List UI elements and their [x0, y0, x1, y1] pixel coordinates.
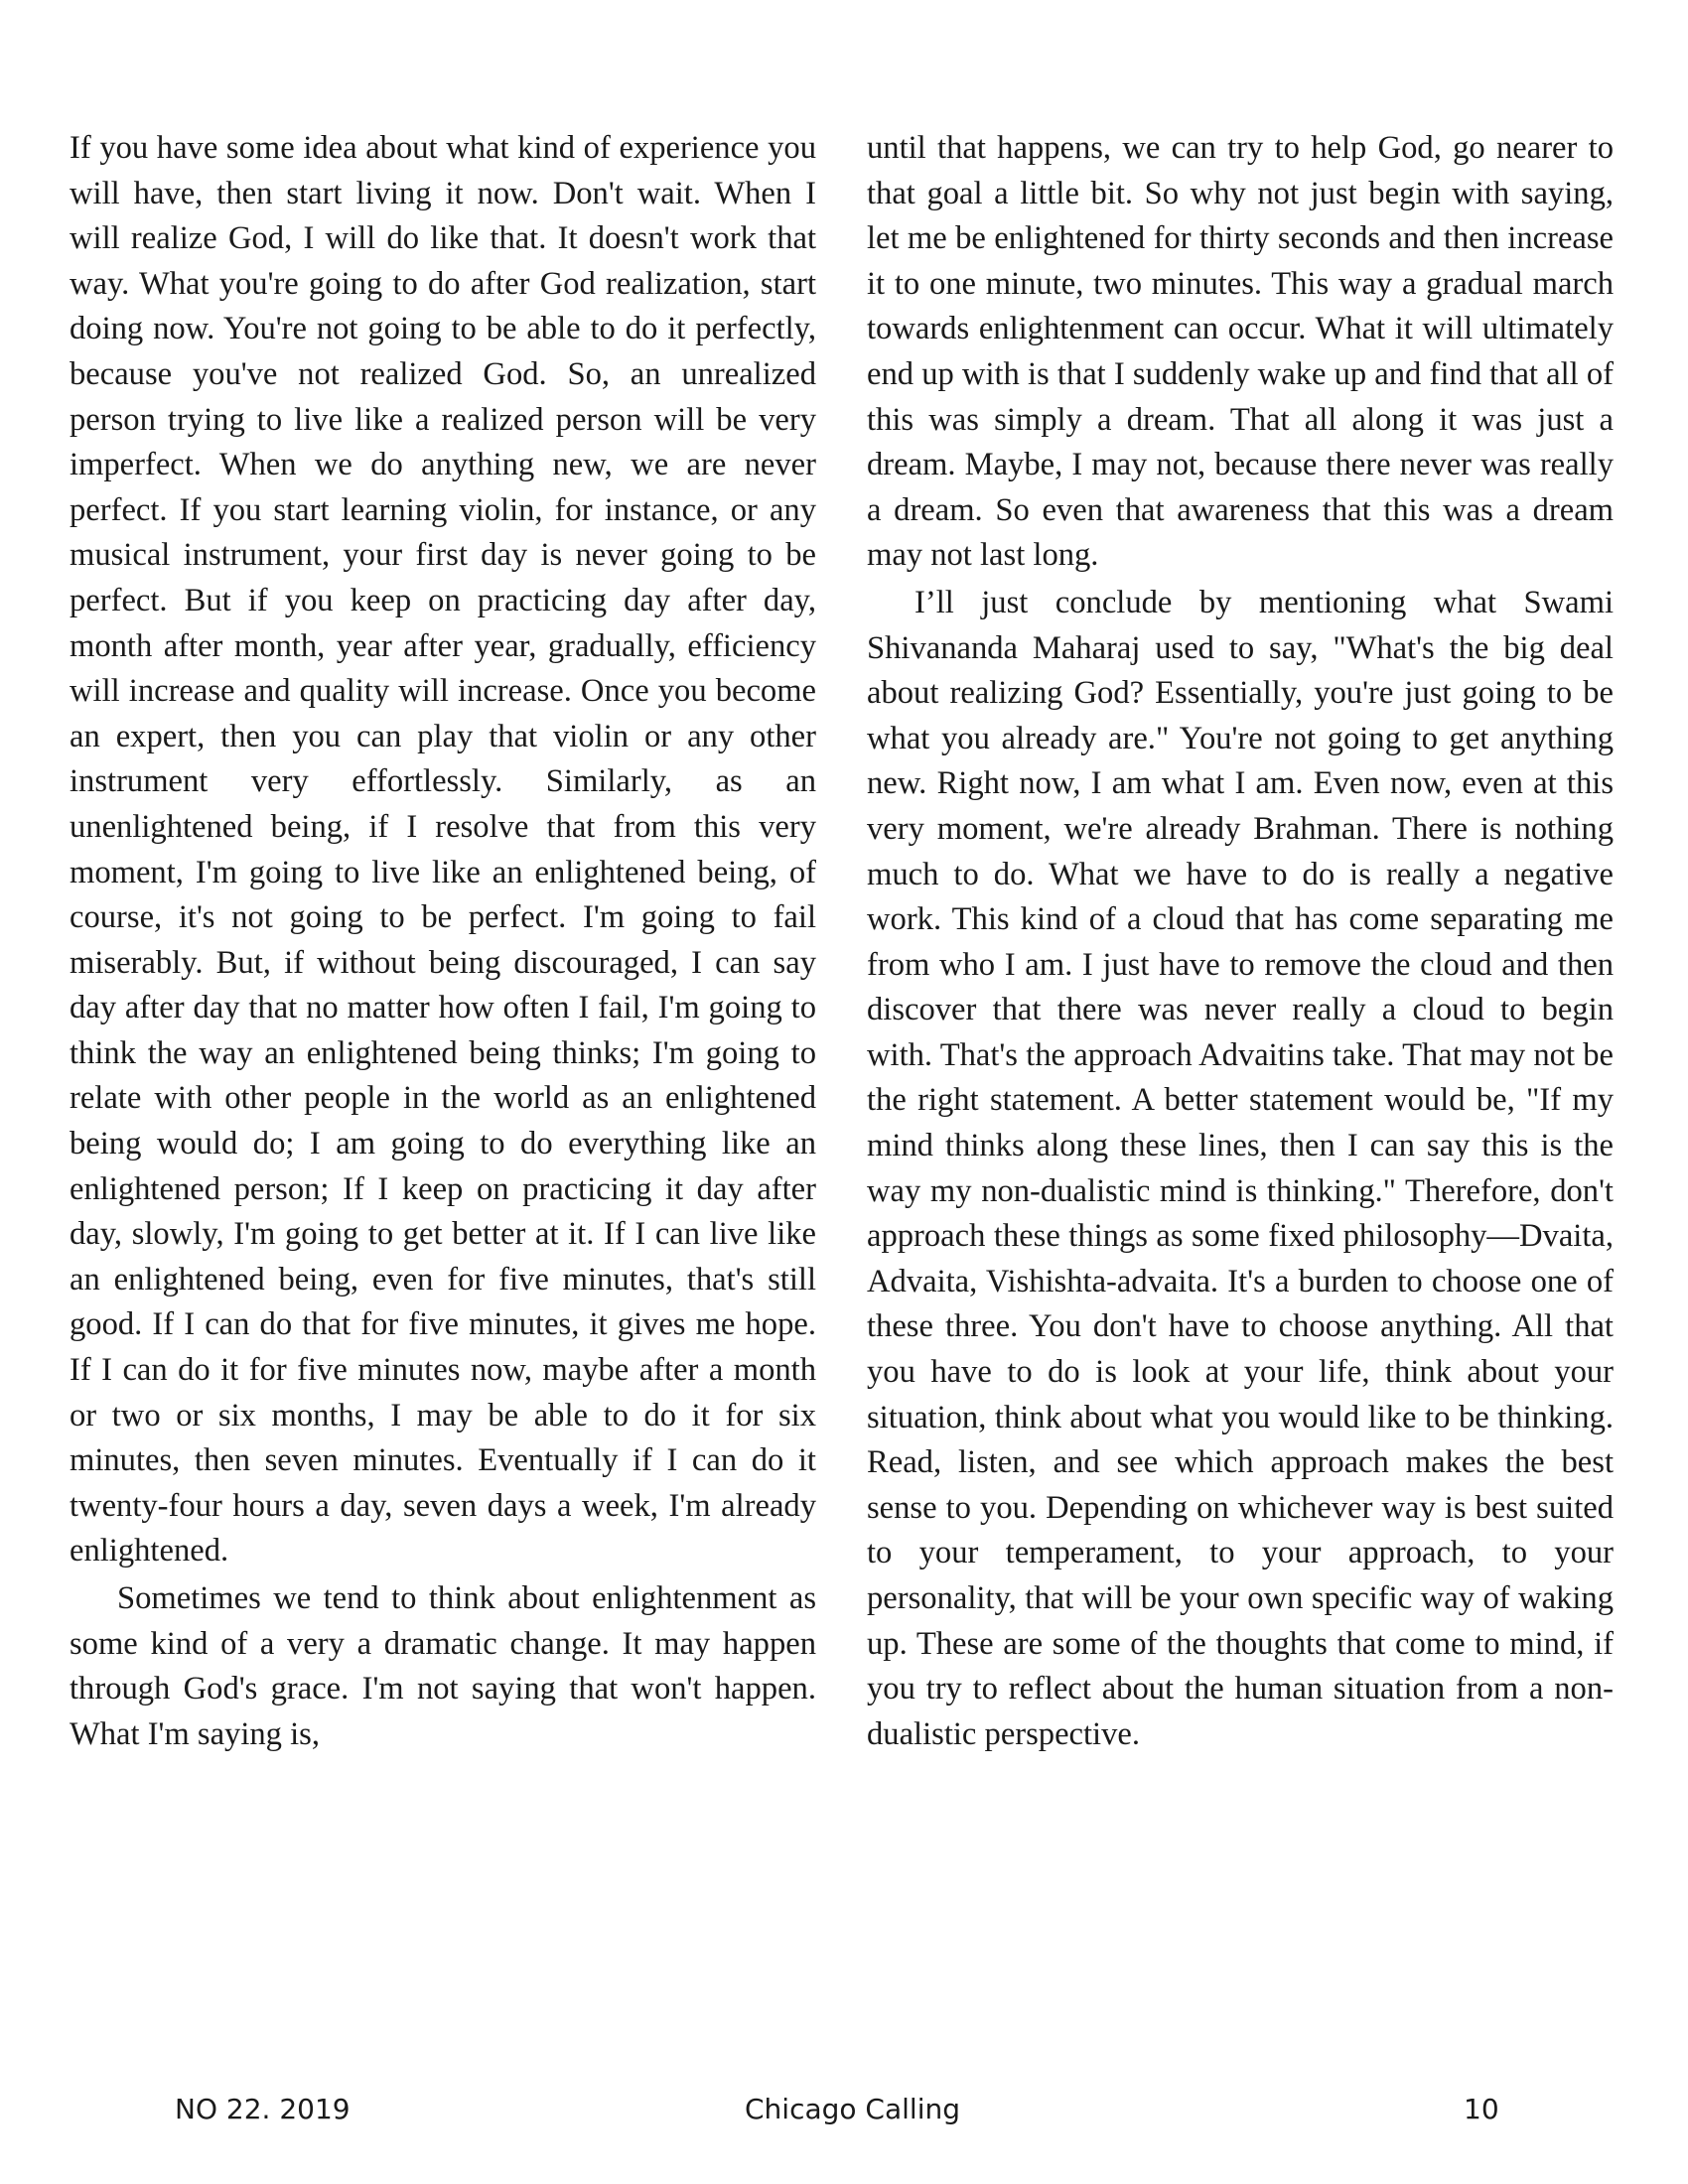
page-footer [0, 2093, 1688, 2132]
paragraph: I’ll just conclude by mentioning what Swami Shivananda Maharaj used to say, "What's the big deal about realizing God? Essentially, you're just going to be what you already are." You're not going to get anything new. Right now, I am what I am. Even now, even at this very moment, we're already Brahman. There is nothing much to do. What we have to do is really a negative work. This kind of a cloud that has come separating me from who I am. I just have to remove the cloud and then discover that there was never really a cloud to begin with. That's the approach Advaitins take. That may not be the right statement. A better statement would be, "If my mind thinks along these lines, then I can say this is the way my non-dualistic mind is thinking." Therefore, don't approach these things as some fixed philosophy—Dvaita, Advaita, Vishishta-advaita. It's a burden to choose one of these three. You don't have to choose anything. All that you have to do is look at your life, think about your situation, think about what you would like to be thinking. Read, listen, and see which approach makes the best sense to you. Depending on whichever way is best suited to your temperament, to your approach, to your personality, that will be your own specific way of waking up. These are some of the thoughts that come to mind, if you try to reflect about the human situation from a non-dualistic perspective. [867, 584, 1614, 1752]
left-column [70, 126, 816, 1759]
paragraph: Sometimes we tend to think about enlightenment as some kind of a very a dramatic change. It may happen through God's grace. I'm not saying that won't happen. What I'm saying is, [70, 1580, 816, 1752]
footer-issue: NO 22. 2019 [175, 2093, 351, 2125]
paragraph: until that happens, we can try to help God, go nearer to that goal a little bit. So why not just begin with saying, let me be enlightened for thirty seconds and then increase it to one minute, two minutes. This way a gradual march towards enlightenment can occur. What it will ultimately end up with is that I suddenly wake up and find that all of this was simply a dream. That all along it was just a dream. Maybe, I may not, because there never was really a dream. So even that awareness that this was a dream may not last long. [867, 130, 1614, 574]
footer-publication: Chicago Calling [745, 2093, 960, 2125]
footer-page-number: 10 [1464, 2093, 1499, 2125]
right-column [867, 126, 1614, 1759]
paragraph: If you have some idea about what kind of experience you will have, then start living it now. Don't wait. When I will realize God, I will do like that. It doesn't work that way. What you're going to do after God realization, start doing now. You're not going to be able to do it perfectly, because you've not realized God. So, an unrealized person trying to live like a realized person will be very imperfect. When we do anything new, we are never perfect. If you start learning violin, for instance, or any musical instrument, your first day is never going to be perfect. But if you keep on practicing day after day, month after month, year after year, gradually, efficiency will increase and quality will increase. Once you become an expert, then you can play that violin or any other instrument very effortlessly. Similarly, as an unenlightened being, if I resolve that from this very moment, I'm going to live like an enlightened being, of course, it's not going to be perfect. I'm going to fail miserably. But, if without being discouraged, I can say day after day that no matter how often I fail, I'm going to think the way an enlightened being thinks; I'm going to relate with other people in the world as an enlightened being would do; I am going to do everything like an enlightened person; If I keep on practicing it day after day, slowly, I'm going to get better at it. If I can live like an enlightened being, even for five minutes, that's still good. If I can do that for five minutes, it gives me hope. If I can do it for five minutes now, maybe after a month or two or six months, I may be able to do it for six minutes, then seven minutes. Eventually if I can do it twenty-four hours a day, seven days a week, I'm already enlightened. [70, 130, 816, 1570]
